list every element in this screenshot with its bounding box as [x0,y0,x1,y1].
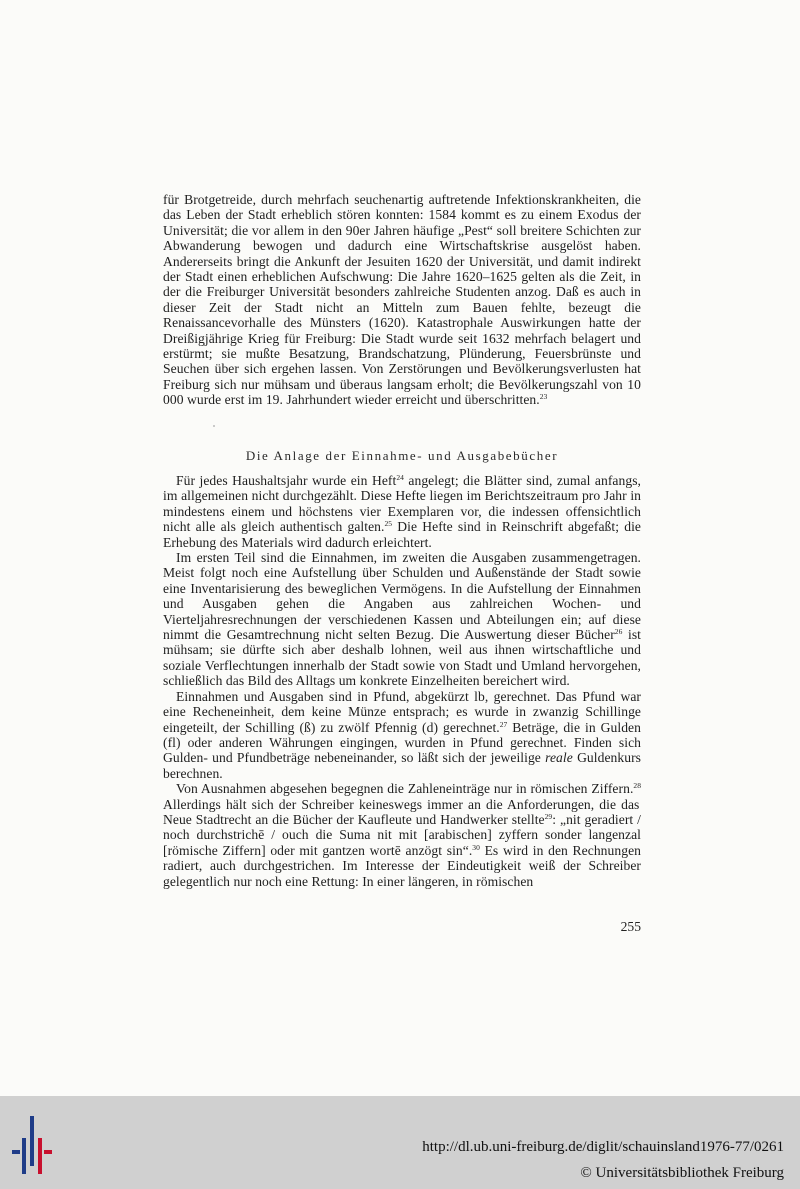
logo-bar [44,1150,52,1154]
footnote-ref: 30 [472,842,480,852]
footnote-ref: 28 [633,781,641,791]
logo-bar [12,1150,20,1154]
text-block-bottom [163,473,641,889]
paragraph-4: Einnahmen und Ausgaben sind in Pfund, abgekürzt lb, gerechnet. Das Pfund war eine Recheneinheit, dem keine Münze entsprach; es wurde in zwanzig Schillinge eingeteilt, der Schilling (ß) zu zwölf Pfennig (d) gerechnet.$^{27}$ Beträge, die in Gulden (fl) oder anderen Währungen eingingen, wurden in Pfund gerechnet. Finden sich Gulden- und Pfundbeträge nebeneinander, so läßt sich der jeweilige reale Guldenkurs berechnen. [163,688,641,781]
footnote-ref: 23 [539,392,548,402]
text-block-top [163,192,641,408]
footer-copyright: © Universitätsbibliothek Freiburg [580,1165,784,1181]
paragraph-2: Für jedes Haushaltsjahr wurde ein Heft$^{24}$ angelegt; die Blätter sind, zumal anfangs, im allgemeinen nicht durchgezählt. Diese Hefte liegen im Berichtszeitraum pro Jahr in mindestens einem und höchstens vier Exemplaren vor, die indessen offensichtlich nicht alle als gleich authentisch galten.$^{25}$ Die Hefte sind in Reinschrift abgefaßt; die Erhebung des Materials wird dadurch erleichtert. [163,473,641,550]
library-logo-icon [12,1112,52,1174]
paragraph-5: Von Ausnahmen abgesehen begegnen die Zahleneinträge nur in römischen Ziffern.$^{28}$ Allerdings hält sich der Schreiber keineswegs immer an die Anforderungen, die das Neue Stadtrecht an die Bücher der Kaufleute und Handwerker stellte$^{29}$: „nit geradiert / noch durchstrichē / ouch die Suma nit mit [arabischen] zyffern sonder langenzal [römische Ziffern] oder mit gantzen wortē anzögt sin“.$^{30}$ Es wird in den Rechnungen radiert, auch durchgestrichen. Im Interesse der Eindeutigkeit weiß der Schreiber gelegentlich nur noch eine Rettung: In einer längeren, in römischen [163,781,642,889]
footnote-ref: 26 [614,627,623,637]
footnote-ref: 29 [544,811,553,821]
page-number: 255 [620,919,641,934]
footer-url-link[interactable]: http://dl.ub.uni-freiburg.de/diglit/schauinsland1976-77/0261 [422,1139,784,1155]
footnote-ref: 27 [499,719,508,729]
paragraph-1: für Brotgetreide, durch mehrfach seuchenartig auftretende Infektionskrankheiten, die das Leben der Stadt erheblich stören konnten: 1584 kommt es zu einem Exodus der Universität; die vor allem in den 90er Jahren häufige „Pest“ soll breitere Schichten zur Abwanderung bewogen und dadurch eine Wirtschaftskrise ausgelöst haben. Andererseits bringt die Ankunft der Jesuiten 1620 der Universität, und damit indirekt der Stadt einen erheblichen Aufschwung: Die Jahre 1620–1625 gelten als die Zeit, in der die Freiburger Universität besonders zahlreiche Studenten anzog. Daß es auch in dieser Zeit der Stadt nicht an Mitteln zum Bauen fehlte, bezeugt die Renaissancevorhalle des Münsters (1620). Katastrophale Auswirkungen hatte der Dreißigjährige Krieg für Freiburg: Die Stadt wurde seit 1632 mehrfach belagert und erstürmt; sie mußte Besatzung, Brandschatzung, Plünderung, Feuersbrünste und Seuchen über sich ergehen lassen. Von Zerstörungen und Bevölkerungsverlusten hat Freiburg sich nur mühsam und überaus langsam erholt; die Bevölkerungszahl von 10 000 wurde erst im 19. Jahrhundert wieder erreicht und überschritten.$^{23}$ [163,192,641,408]
logo-bar [38,1138,42,1174]
paragraph-3: Im ersten Teil sind die Einnahmen, im zweiten die Ausgaben zusammengetragen. Meist folgt noch eine Aufstellung über Schulden und Außenstände der Stadt sowie eine Inventarisierung des beweglichen Vermögens. In die Aufstellung der Einnahmen und Ausgaben gehen die Angaben aus zahlreichen Wochen- und Vierteljahresrechnungen der verschiedenen Kassen und Abteilungen ein; auf diese nimmt die Gesamtrechnung nicht selten Bezug. Die Auswertung dieser Bücher$^{26}$ ist mühsam; sie dürfte sich aber deshalb lohnen, weil aus ihnen wirtschaftliche und soziale Verflechtungen innerhalb der Stadt sowie von Stadt und Umland hervorgehen, schließlich das Bild des Alltags um konkrete Einzelheiten bereichert wird. [163,550,641,689]
logo-bar [30,1116,34,1166]
scan-speck [213,425,215,427]
footnote-ref: 24 [396,473,404,482]
footnote-ref: 25 [384,519,393,529]
section-heading: Die Anlage der Einnahme- und Ausgabebücher [245,448,559,463]
logo-bar [22,1138,26,1174]
